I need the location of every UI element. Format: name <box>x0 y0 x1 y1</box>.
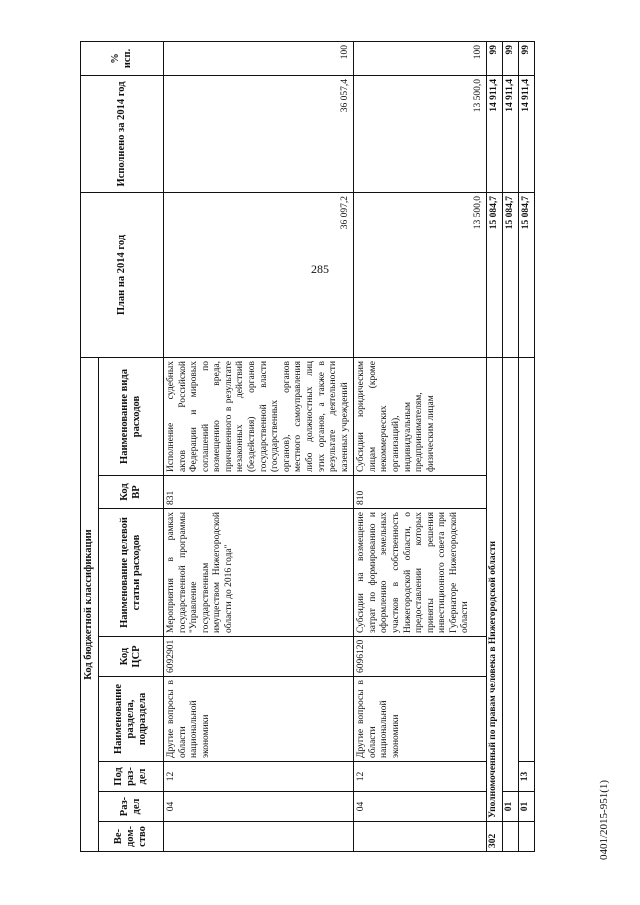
cell-section: 01 <box>519 792 535 822</box>
cell-csr-code: 6092901 <box>164 637 354 677</box>
cell-plan: 36 097,2 <box>164 192 354 357</box>
budget-table <box>80 41 535 852</box>
cell-department <box>354 822 487 852</box>
header-group-label: Код бюджетной классификации <box>81 357 99 851</box>
header-vr-name: Наименование вида расходов <box>99 357 164 475</box>
cell-actual: 14 911,4 <box>503 75 519 192</box>
header-subsection: Под раз-дел <box>99 762 164 792</box>
cell-section: 04 <box>354 792 487 822</box>
cell-actual: 14 911,4 <box>519 75 535 192</box>
header-actual: Исполнено за 2014 год <box>81 75 164 192</box>
cell-section: 01 <box>503 792 519 822</box>
cell-section: 04 <box>164 792 354 822</box>
cell-summary-label <box>519 357 535 761</box>
cell-summary-label <box>503 357 519 791</box>
summary-row <box>503 41 519 851</box>
header-percent: % исп. <box>81 41 164 75</box>
cell-percent: 100 <box>164 41 354 75</box>
cell-vr-name: Исполнение судебных актов Российской Федерации и мировых соглашений по возмещению вреда, причиненного в результате незаконных действий (бездействия) органов государственной власти (государственных органов), органов местного самоуправления либо должностных лиц этих органов, а также в результате деятельности казенных учреждений <box>164 357 354 475</box>
header-group-row <box>81 41 99 851</box>
header-section: Раз-дел <box>99 792 164 822</box>
cell-subsection: 13 <box>519 762 535 792</box>
cell-section-name: Другие вопросы в области национальной экономики <box>164 677 354 762</box>
cell-section-name: Другие вопросы в области национальной экономики <box>354 677 487 762</box>
cell-actual: 36 057,4 <box>164 75 354 192</box>
cell-department <box>503 822 519 852</box>
cell-actual: 14 911,4 <box>487 75 503 192</box>
cell-csr-name: Субсидии на возмещение затрат по формированию и оформлению земельных участков в собственность Нижегородской области, о предоставлении которых приняты решения инвестиционного совета при Губернаторе Нижегородской области <box>354 509 487 637</box>
table-row <box>164 41 354 851</box>
header-section-name: Наименование раздела, подраздела <box>99 677 164 762</box>
header-vr-code: Код ВР <box>99 476 164 509</box>
header-csr-name: Наименование целевой статьи расходов <box>99 509 164 637</box>
header-csr-code: Код ЦСР <box>99 637 164 677</box>
cell-vr-name: Субсидии юридическим лицам (кроме некоммерческих организаций), индивидуальным предпринимателям, физическим лицам <box>354 357 487 475</box>
cell-plan: 15 084,7 <box>519 192 535 357</box>
footer-code-wrapper <box>598 779 610 861</box>
budget-table-rotated <box>80 42 580 852</box>
cell-plan: 13 500,0 <box>354 192 487 357</box>
header-department: Ве-дом-ство <box>99 822 164 852</box>
cell-percent: 99 <box>503 41 519 75</box>
summary-row <box>487 41 503 851</box>
cell-percent: 99 <box>519 41 535 75</box>
footer-code: 0401/2015-951(1) <box>598 779 610 860</box>
cell-subsection: 12 <box>164 762 354 792</box>
cell-csr-name: Мероприятия в рамках государственной программы "Управление государственным имуществом Нижегородской области до 2016 года" <box>164 509 354 637</box>
cell-summary-label: Уполномоченный по правам человека в Нижегородской области <box>487 357 503 821</box>
cell-vr-code: 810 <box>354 476 487 509</box>
cell-csr-code: 6096120 <box>354 637 487 677</box>
cell-vr-code: 831 <box>164 476 354 509</box>
header-plan: План на 2014 год <box>81 192 164 357</box>
table-row <box>354 41 487 851</box>
cell-subsection: 12 <box>354 762 487 792</box>
cell-plan: 15 084,7 <box>503 192 519 357</box>
cell-plan: 15 084,7 <box>487 192 503 357</box>
cell-department: 302 <box>487 822 503 852</box>
cell-percent: 100 <box>354 41 487 75</box>
summary-row <box>519 41 535 851</box>
cell-actual: 13 500,0 <box>354 75 487 192</box>
cell-department <box>519 822 535 852</box>
cell-percent: 99 <box>487 41 503 75</box>
cell-department <box>164 822 354 852</box>
page-number: 285 <box>311 262 329 276</box>
